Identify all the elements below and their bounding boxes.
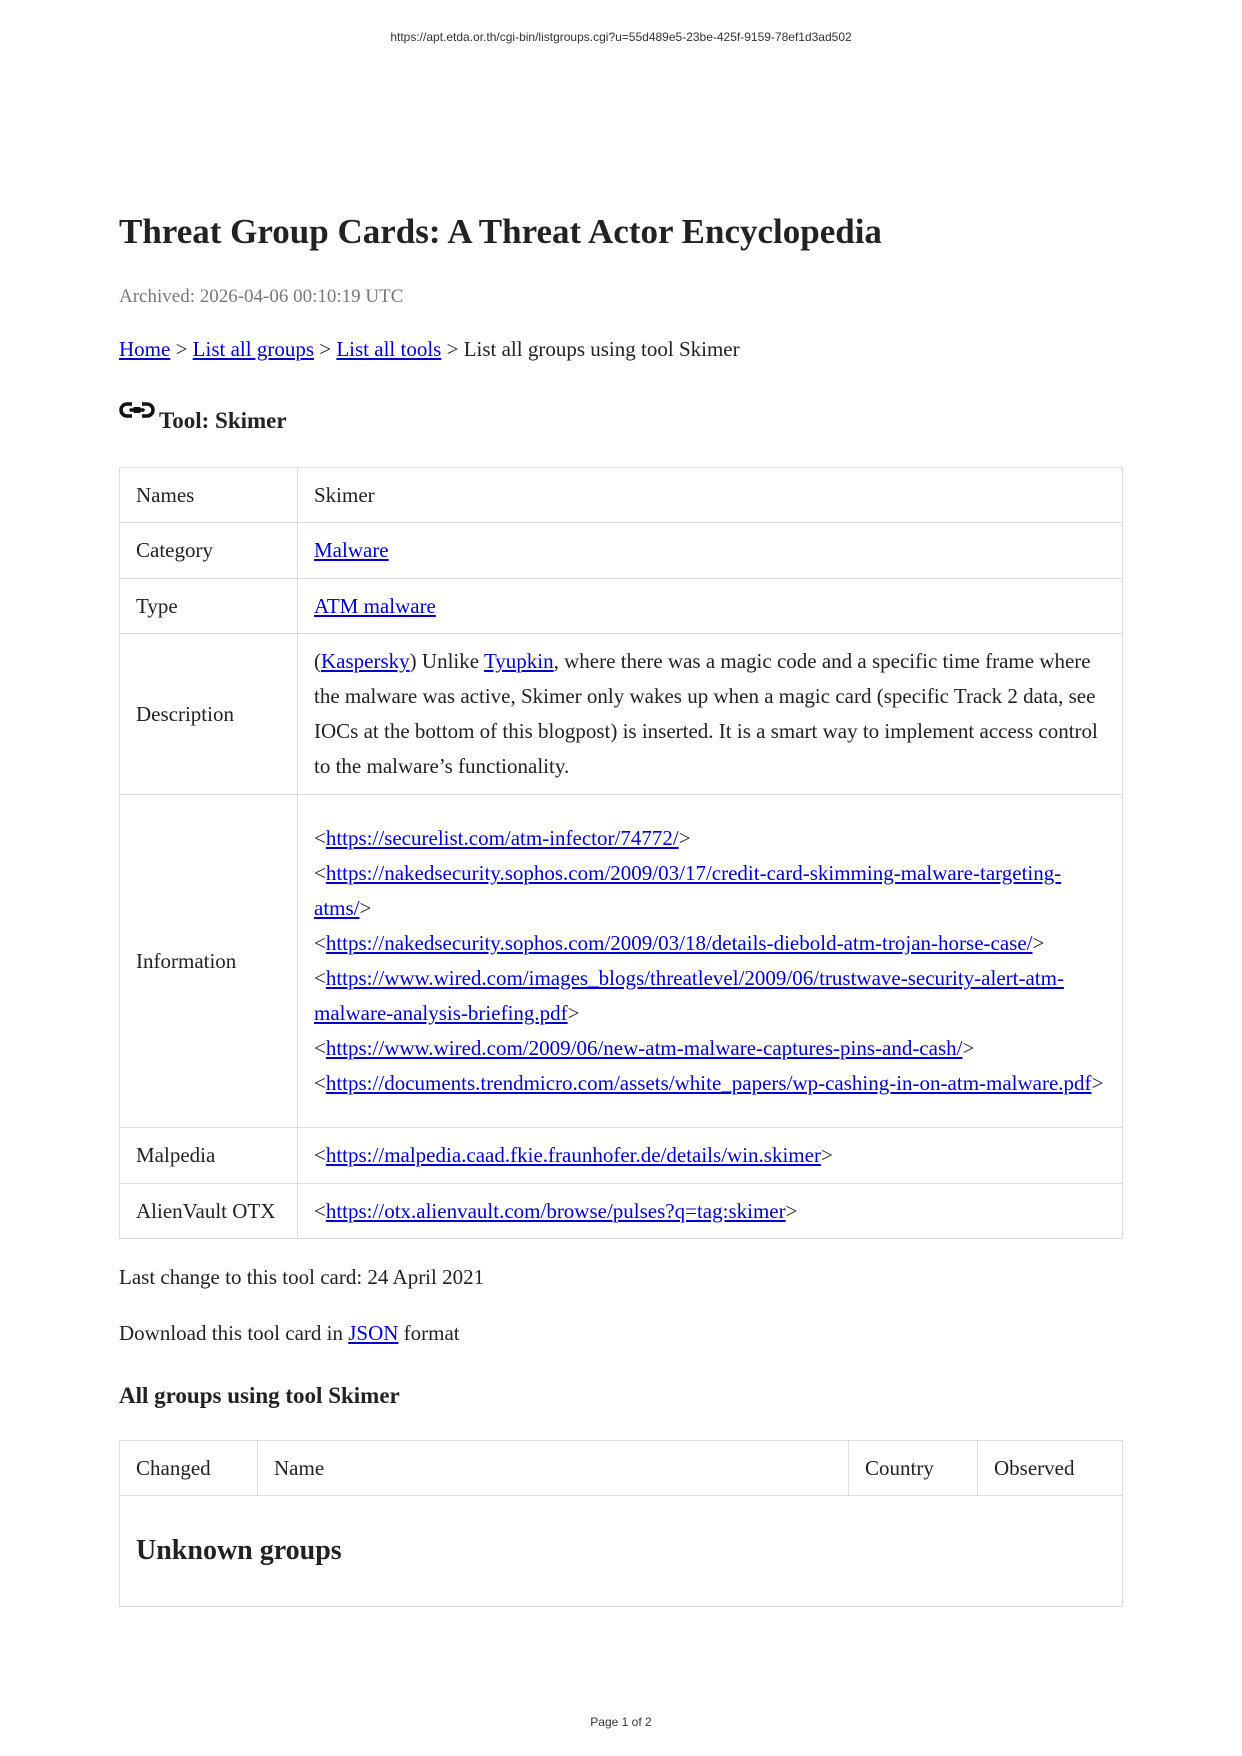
angle-bracket: < (314, 1198, 326, 1223)
information-item (314, 961, 1106, 1031)
names-value: Skimer (298, 468, 1123, 523)
link-icon[interactable] (119, 400, 155, 422)
breadcrumb-separator: > (319, 337, 332, 361)
information-link[interactable]: https://nakedsecurity.sophos.com/2009/03/18/details-diebold-atm-trojan-horse-case/ (325, 931, 1033, 955)
breadcrumb-groups-link[interactable]: List all groups (192, 337, 314, 361)
column-header-observed[interactable]: Observed (978, 1441, 1123, 1496)
angle-bracket: > (820, 1143, 833, 1167)
last-change-text: Last change to this tool card: 24 April 2021 (119, 1265, 485, 1289)
groups-table (119, 1440, 1123, 1607)
malpedia-label: Malpedia (120, 1128, 298, 1184)
type-label: Type (120, 579, 298, 634)
description-text: , where there was a magic code and a specific time frame where the malware was active, Skimer only wakes up when a magic card (specific Track 2 data, see IOCs at the bottom of this blogpost) is inserted. It is a smart way to implement access control to the malware’s functionality. (314, 649, 1098, 778)
angle-bracket: > (785, 1198, 798, 1223)
angle-bracket: < (314, 1036, 326, 1060)
tool-info-table (119, 467, 1123, 1239)
information-item (314, 926, 1106, 961)
column-header-country[interactable]: Country (849, 1441, 978, 1496)
download-line (119, 1321, 460, 1346)
angle-bracket: < (314, 861, 326, 885)
page-url-header: https://apt.etda.or.th/cgi-bin/listgroups.cgi?u=55d489e5-23be-425f-9159-78ef1d3ad502 (390, 30, 852, 44)
category-cell (298, 523, 1123, 579)
description-label: Description (120, 634, 298, 795)
json-download-link[interactable]: JSON (348, 1321, 399, 1345)
information-item (314, 1066, 1106, 1101)
tool-heading-text: Tool: Skimer (159, 408, 287, 433)
table-row (120, 634, 1123, 795)
breadcrumb (119, 337, 740, 362)
information-link[interactable]: https://nakedsecurity.sophos.com/2009/03/17/credit-card-skimming-malware-targeting-atms/ (314, 861, 1062, 920)
breadcrumb-tools-link[interactable]: List all tools (336, 337, 442, 361)
angle-bracket: > (962, 1036, 975, 1060)
angle-bracket: < (314, 826, 326, 850)
angle-bracket: < (314, 966, 326, 990)
description-cell (298, 634, 1123, 795)
tyupkin-link[interactable]: Tyupkin (483, 649, 554, 673)
column-header-changed[interactable]: Changed (120, 1441, 258, 1496)
column-header-name[interactable]: Name (258, 1441, 849, 1496)
angle-bracket: > (567, 1001, 580, 1025)
breadcrumb-separator: > (446, 337, 459, 361)
angle-bracket: < (314, 1143, 326, 1167)
otx-label: AlienVault OTX (120, 1184, 298, 1239)
table-row (120, 795, 1123, 1128)
category-label: Category (120, 523, 298, 579)
type-link[interactable]: ATM malware (314, 593, 436, 618)
malpedia-cell (298, 1128, 1123, 1184)
angle-bracket: > (678, 826, 691, 850)
information-link[interactable]: https://www.wired.com/images_blogs/threatlevel/2009/06/trustwave-security-alert-atm-malware-analysis-briefing.pdf (314, 966, 1064, 1025)
category-link[interactable]: Malware (314, 538, 389, 562)
angle-bracket: < (314, 1071, 326, 1095)
page-title: Threat Group Cards: A Threat Actor Encyclopedia (119, 212, 882, 251)
page-number: Page 1 of 2 (590, 1715, 652, 1729)
table-row (120, 523, 1123, 579)
download-text: format (398, 1321, 460, 1345)
download-text: Download this tool card in (119, 1321, 349, 1345)
angle-bracket: > (1032, 931, 1045, 955)
information-item (314, 1031, 1106, 1066)
angle-bracket: > (359, 896, 372, 920)
unknown-groups-heading: Unknown groups (120, 1496, 1123, 1607)
angle-bracket: < (314, 931, 326, 955)
otx-cell (298, 1184, 1123, 1239)
names-label: Names (120, 468, 298, 523)
information-item (314, 856, 1106, 926)
table-header-row (120, 1441, 1123, 1496)
breadcrumb-current: List all groups using tool Skimer (463, 337, 740, 361)
malpedia-link[interactable]: https://malpedia.caad.fkie.fraunhofer.de/details/win.skimer (325, 1143, 821, 1167)
kaspersky-link[interactable]: Kaspersky (321, 649, 410, 673)
otx-link[interactable]: https://otx.alienvault.com/browse/pulses?q=tag:skimer (325, 1198, 786, 1223)
information-link[interactable]: https://securelist.com/atm-infector/74772/ (325, 826, 679, 850)
table-row (120, 1496, 1123, 1607)
table-row (120, 1128, 1123, 1184)
table-row (120, 1184, 1123, 1239)
information-label: Information (120, 795, 298, 1128)
information-link[interactable]: https://documents.trendmicro.com/assets/white_papers/wp-cashing-in-on-atm-malware.pdf (325, 1071, 1092, 1095)
description-text: ( (314, 649, 321, 673)
information-item (314, 821, 1106, 856)
breadcrumb-home-link[interactable]: Home (119, 337, 171, 361)
groups-heading: All groups using tool Skimer (119, 1383, 400, 1408)
type-cell (298, 579, 1123, 634)
description-text: ) Unlike (409, 649, 484, 673)
table-row (120, 468, 1123, 523)
tool-heading (119, 400, 287, 434)
breadcrumb-separator: > (175, 337, 188, 361)
information-link[interactable]: https://www.wired.com/2009/06/new-atm-malware-captures-pins-and-cash/ (325, 1036, 963, 1060)
angle-bracket: > (1091, 1071, 1104, 1095)
table-row (120, 579, 1123, 634)
information-cell (298, 795, 1123, 1128)
archived-timestamp: Archived: 2026-04-06 00:10:19 UTC (119, 286, 404, 307)
